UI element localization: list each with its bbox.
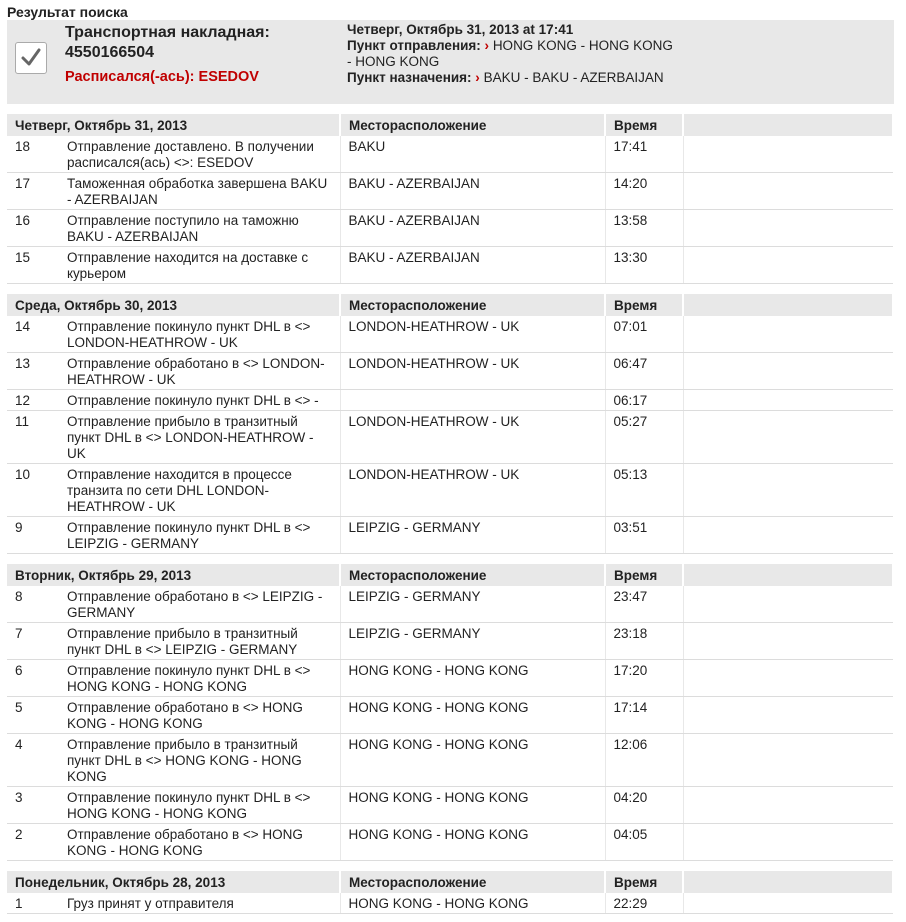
event-description: Отправление покинуло пункт DHL в <> - (59, 390, 340, 411)
day-header (7, 564, 893, 586)
event-description: Отправление покинуло пункт DHL в <> LONDON-HEATHROW - UK (59, 316, 340, 353)
event-number: 18 (7, 136, 59, 173)
day-date: Вторник, Октябрь 29, 2013 (7, 564, 340, 586)
shipment-summary (7, 20, 894, 104)
event-location: BAKU (340, 136, 605, 173)
event-number: 13 (7, 353, 59, 390)
event-blank (683, 824, 893, 861)
event-location: BAKU - AZERBAIJAN (340, 173, 605, 210)
day-header (7, 294, 893, 316)
event-location: HONG KONG - HONG KONG (340, 660, 605, 697)
event-location: HONG KONG - HONG KONG (340, 824, 605, 861)
day-header (7, 871, 893, 893)
event-time: 04:20 (605, 787, 683, 824)
table-row (7, 586, 893, 623)
event-time: 05:13 (605, 464, 683, 517)
event-time: 13:30 (605, 247, 683, 284)
event-number: 1 (7, 893, 59, 914)
event-description: Отправление обработано в <> LONDON-HEATHROW - UK (59, 353, 340, 390)
event-description: Груз принят у отправителя (59, 893, 340, 914)
event-description: Отправление прибыло в транзитный пункт DHL в <> LEIPZIG - GERMANY (59, 623, 340, 660)
event-time: 04:05 (605, 824, 683, 861)
column-header-location: Месторасположение (340, 564, 605, 586)
event-location: HONG KONG - HONG KONG (340, 697, 605, 734)
event-time: 17:20 (605, 660, 683, 697)
event-blank (683, 353, 893, 390)
event-description: Отправление находится в процессе транзита по сети DHL LONDON-HEATHROW - UK (59, 464, 340, 517)
event-description: Отправление покинуло пункт DHL в <> HONG KONG - HONG KONG (59, 787, 340, 824)
day-header (7, 114, 893, 136)
event-time: 06:17 (605, 390, 683, 411)
event-blank (683, 623, 893, 660)
event-location: LONDON-HEATHROW - UK (340, 353, 605, 390)
event-time: 05:27 (605, 411, 683, 464)
table-row (7, 247, 893, 284)
event-time: 23:18 (605, 623, 683, 660)
table-row (7, 411, 893, 464)
event-location: LONDON-HEATHROW - UK (340, 316, 605, 353)
event-description: Отправление обработано в <> LEIPZIG - GERMANY (59, 586, 340, 623)
column-header-time: Время (605, 564, 683, 586)
event-location: HONG KONG - HONG KONG (340, 734, 605, 787)
event-location: LEIPZIG - GERMANY (340, 623, 605, 660)
event-blank (683, 173, 893, 210)
event-number: 8 (7, 586, 59, 623)
table-row (7, 464, 893, 517)
tracking-events-table (7, 114, 894, 914)
day-spacer (7, 554, 893, 565)
column-header-blank (683, 294, 893, 316)
column-header-location: Месторасположение (340, 871, 605, 893)
checkmark-icon (15, 42, 47, 74)
event-time: 13:58 (605, 210, 683, 247)
waybill-number: 4550166504 (65, 44, 154, 61)
table-row (7, 136, 893, 173)
event-number: 2 (7, 824, 59, 861)
event-time: 17:14 (605, 697, 683, 734)
table-row (7, 893, 893, 914)
event-blank (683, 210, 893, 247)
table-row (7, 517, 893, 554)
column-header-time: Время (605, 114, 683, 136)
arrow-icon: › (475, 70, 480, 85)
event-time: 14:20 (605, 173, 683, 210)
table-row (7, 316, 893, 353)
event-blank (683, 247, 893, 284)
day-spacer (7, 861, 893, 872)
event-number: 7 (7, 623, 59, 660)
day-spacer (7, 284, 893, 295)
event-description: Отправление прибыло в транзитный пункт DHL в <> HONG KONG - HONG KONG (59, 734, 340, 787)
event-number: 5 (7, 697, 59, 734)
day-date: Среда, Октябрь 30, 2013 (7, 294, 340, 316)
event-blank (683, 517, 893, 554)
event-number: 12 (7, 390, 59, 411)
table-row (7, 623, 893, 660)
event-number: 10 (7, 464, 59, 517)
event-description: Отправление обработано в <> HONG KONG - HONG KONG (59, 824, 340, 861)
table-row (7, 353, 893, 390)
column-header-time: Время (605, 871, 683, 893)
event-blank (683, 411, 893, 464)
delivery-datetime: Четверг, Октябрь 31, 2013 at 17:41 (347, 22, 574, 37)
day-date: Четверг, Октябрь 31, 2013 (7, 114, 340, 136)
event-description: Отправление покинуло пункт DHL в <> HONG KONG - HONG KONG (59, 660, 340, 697)
event-location: HONG KONG - HONG KONG (340, 787, 605, 824)
table-row (7, 210, 893, 247)
table-row (7, 824, 893, 861)
event-blank (683, 136, 893, 173)
event-blank (683, 464, 893, 517)
column-header-blank (683, 114, 893, 136)
table-row (7, 787, 893, 824)
event-location (340, 390, 605, 411)
event-number: 4 (7, 734, 59, 787)
table-row (7, 173, 893, 210)
event-number: 14 (7, 316, 59, 353)
event-time: 07:01 (605, 316, 683, 353)
event-description: Отправление доставлено. В получении расписался(ась) <>: ESEDOV (59, 136, 340, 173)
event-number: 11 (7, 411, 59, 464)
waybill-block (65, 23, 305, 63)
event-number: 9 (7, 517, 59, 554)
event-blank (683, 697, 893, 734)
event-number: 17 (7, 173, 59, 210)
event-location: LEIPZIG - GERMANY (340, 586, 605, 623)
column-header-blank (683, 564, 893, 586)
event-description: Отправление обработано в <> HONG KONG - HONG KONG (59, 697, 340, 734)
page-title: Результат поиска (7, 4, 128, 20)
event-number: 15 (7, 247, 59, 284)
event-description: Отправление находится на доставке с курьером (59, 247, 340, 284)
event-time: 17:41 (605, 136, 683, 173)
origin-label: Пункт отправления: (347, 38, 481, 53)
event-location: LONDON-HEATHROW - UK (340, 464, 605, 517)
table-row (7, 734, 893, 787)
arrow-icon: › (484, 38, 490, 53)
event-location: BAKU - AZERBAIJAN (340, 210, 605, 247)
signed-by: Расписался(-ась): ESEDOV (65, 69, 259, 85)
column-header-blank (683, 871, 893, 893)
column-header-location: Месторасположение (340, 294, 605, 316)
table-row (7, 697, 893, 734)
event-description: Отправление покинуло пункт DHL в <> LEIPZIG - GERMANY (59, 517, 340, 554)
event-location: BAKU - AZERBAIJAN (340, 247, 605, 284)
event-blank (683, 893, 893, 914)
event-blank (683, 586, 893, 623)
event-blank (683, 660, 893, 697)
waybill-label: Транспортная накладная: (65, 24, 270, 41)
destination-label: Пункт назначения: (347, 70, 472, 85)
event-blank (683, 390, 893, 411)
column-header-location: Месторасположение (340, 114, 605, 136)
event-location: LEIPZIG - GERMANY (340, 517, 605, 554)
event-description: Отправление прибыло в транзитный пункт DHL в <> LONDON-HEATHROW - UK (59, 411, 340, 464)
event-time: 23:47 (605, 586, 683, 623)
event-description: Отправление поступило на таможню BAKU - AZERBAIJAN (59, 210, 340, 247)
origin-value: HONG KONG - HONG KONG - HONG KONG (347, 38, 673, 69)
event-number: 6 (7, 660, 59, 697)
event-blank (683, 787, 893, 824)
event-number: 3 (7, 787, 59, 824)
event-location: LONDON-HEATHROW - UK (340, 411, 605, 464)
event-number: 16 (7, 210, 59, 247)
event-time: 03:51 (605, 517, 683, 554)
event-blank (683, 316, 893, 353)
destination-value: BAKU - BAKU - AZERBAIJAN (483, 70, 664, 85)
column-header-time: Время (605, 294, 683, 316)
table-row (7, 390, 893, 411)
table-row (7, 660, 893, 697)
event-time: 12:06 (605, 734, 683, 787)
event-time: 22:29 (605, 893, 683, 914)
event-time: 06:47 (605, 353, 683, 390)
day-date: Понедельник, Октябрь 28, 2013 (7, 871, 340, 893)
event-description: Таможенная обработка завершена BAKU - AZERBAIJAN (59, 173, 340, 210)
event-location: HONG KONG - HONG KONG (340, 893, 605, 914)
shipment-info (347, 22, 677, 86)
event-blank (683, 734, 893, 787)
